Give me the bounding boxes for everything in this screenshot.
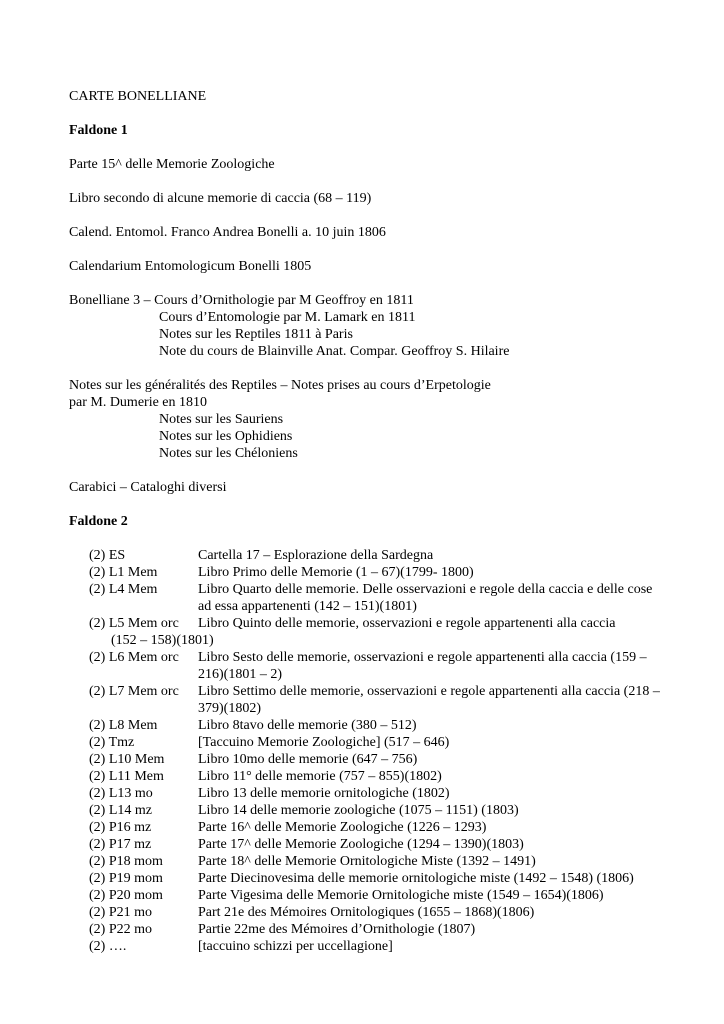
reptile-notes-line: par M. Dumerie en 1810 (69, 395, 208, 410)
row-description: Libro 8tavo delle memorie (380 – 512) (198, 718, 417, 733)
row-code: (2) P22 mo (89, 922, 152, 937)
faldone-2-row (89, 564, 669, 581)
row-code: (2) L10 Mem (89, 752, 165, 767)
row-description: Libro Quarto delle memorie. Delle osservazioni e regole della caccia e delle cose ad essa appartenenti (142 – 151)(1801) (198, 582, 653, 614)
reptile-notes-line: Notes sur les Chéloniens (159, 446, 298, 461)
row-code: (2) P17 mz (89, 837, 152, 852)
faldone-2-row (89, 870, 669, 887)
row-code: (2) P21 mo (89, 905, 152, 920)
faldone-1-entry: Calend. Entomol. Franco Andrea Bonelli a. 10 juin 1806 (69, 225, 386, 240)
faldone-1-entry: Calendarium Entomologicum Bonelli 1805 (69, 259, 312, 274)
faldone-2-row (89, 853, 669, 870)
faldone-2-row (89, 836, 669, 853)
faldone-2-row (89, 802, 669, 819)
faldone-2-row (89, 938, 669, 955)
reptile-notes-block (69, 377, 669, 462)
row-description-continuation: (152 – 158)(1801) (111, 633, 214, 648)
bonelliane-3-line: Notes sur les Reptiles 1811 à Paris (159, 327, 353, 342)
row-code: (2) L8 Mem (89, 718, 158, 733)
faldone-2-row (89, 683, 669, 717)
faldone-2-list (89, 547, 669, 955)
document-title: CARTE BONELLIANE (69, 89, 207, 104)
row-description: [Taccuino Memorie Zoologiche] (517 – 646) (198, 735, 450, 750)
faldone-2-row (89, 717, 669, 734)
bonelliane-3-line: Note du cours de Blainville Anat. Compar. Geoffroy S. Hilaire (159, 344, 510, 359)
row-description: Libro Quinto delle memorie, osservazioni e regole appartenenti alla caccia (198, 616, 616, 631)
row-description: Libro 13 delle memorie ornitologiche (1802) (198, 786, 450, 801)
row-code: (2) …. (89, 939, 127, 954)
faldone-2-row (89, 768, 669, 785)
row-code: (2) L1 Mem (89, 565, 158, 580)
row-code: (2) L4 Mem (89, 582, 158, 597)
faldone-2-row (89, 649, 669, 683)
row-description: Partie 22me des Mémoires d’Ornithologie (1807) (198, 922, 476, 937)
row-code: (2) L11 Mem (89, 769, 164, 784)
faldone-2-row (89, 921, 669, 938)
bonelliane-3-line: Bonelliane 3 – Cours d’Ornithologie par M Geoffroy en 1811 (69, 293, 414, 308)
faldone-2-row (89, 547, 669, 564)
row-description: Parte 17^ delle Memorie Zoologiche (1294 – 1390)(1803) (198, 837, 524, 852)
faldone-2-row (89, 734, 669, 751)
row-description: Cartella 17 – Esplorazione della Sardegna (198, 548, 434, 563)
faldone-2-row (89, 785, 669, 802)
row-description: Libro Settimo delle memorie, osservazioni e regole appartenenti alla caccia (218 – 379)(1802) (198, 684, 660, 716)
row-code: (2) L14 mz (89, 803, 152, 818)
row-description: Libro Primo delle Memorie (1 – 67)(1799- 1800) (198, 565, 474, 580)
faldone-2-heading: Faldone 2 (69, 514, 128, 529)
row-description: [taccuino schizzi per uccellagione] (198, 939, 393, 954)
row-code: (2) P16 mz (89, 820, 152, 835)
reptile-notes-line: Notes sur les Sauriens (159, 412, 284, 427)
faldone-2-row (89, 819, 669, 836)
row-code: (2) P19 mom (89, 871, 163, 886)
row-code: (2) P18 mom (89, 854, 163, 869)
reptile-notes-line: Notes sur les Ophidiens (159, 429, 293, 444)
row-code: (2) Tmz (89, 735, 135, 750)
row-description: Libro 10mo delle memorie (647 – 756) (198, 752, 418, 767)
reptile-notes-line: Notes sur les généralités des Reptiles – Notes prises au cours d’Erpetologie (69, 378, 491, 393)
row-code: (2) L7 Mem orc (89, 684, 179, 699)
bonelliane-3-block (69, 292, 669, 360)
faldone-1-heading: Faldone 1 (69, 123, 128, 138)
faldone-1-entry: Libro secondo di alcune memorie di caccia (68 – 119) (69, 191, 372, 206)
faldone-2-row (89, 615, 669, 632)
faldone-2-row (89, 751, 669, 768)
row-code: (2) L5 Mem orc (89, 616, 179, 631)
faldone-2-row (89, 887, 669, 904)
row-description: Libro Sesto delle memorie, osservazioni e regole appartenenti alla caccia (159 – 216)(1801 – 2) (198, 650, 647, 682)
row-description: Parte 18^ delle Memorie Ornitologiche Miste (1392 – 1491) (198, 854, 536, 869)
faldone-2-row (89, 904, 669, 921)
faldone-1-entry: Carabici – Cataloghi diversi (69, 480, 227, 495)
row-description: Libro 14 delle memorie zoologiche (1075 – 1151) (1803) (198, 803, 519, 818)
document-page (69, 88, 669, 955)
row-code: (2) ES (89, 548, 126, 563)
row-code: (2) P20 mom (89, 888, 163, 903)
row-description: Part 21e des Mémoires Ornitologiques (1655 – 1868)(1806) (198, 905, 535, 920)
row-description: Parte Vigesima delle Memorie Ornitologiche miste (1549 – 1654)(1806) (198, 888, 604, 903)
row-description: Parte Diecinovesima delle memorie ornitologiche miste (1492 – 1548) (1806) (198, 871, 634, 886)
row-description: Parte 16^ delle Memorie Zoologiche (1226 – 1293) (198, 820, 487, 835)
bonelliane-3-line: Cours d’Entomologie par M. Lamark en 1811 (159, 310, 416, 325)
row-description: Libro 11° delle memorie (757 – 855)(1802) (198, 769, 442, 784)
faldone-1-entry: Parte 15^ delle Memorie Zoologiche (69, 157, 275, 172)
row-code: (2) L13 mo (89, 786, 153, 801)
row-code: (2) L6 Mem orc (89, 650, 179, 665)
faldone-2-row (89, 581, 669, 615)
